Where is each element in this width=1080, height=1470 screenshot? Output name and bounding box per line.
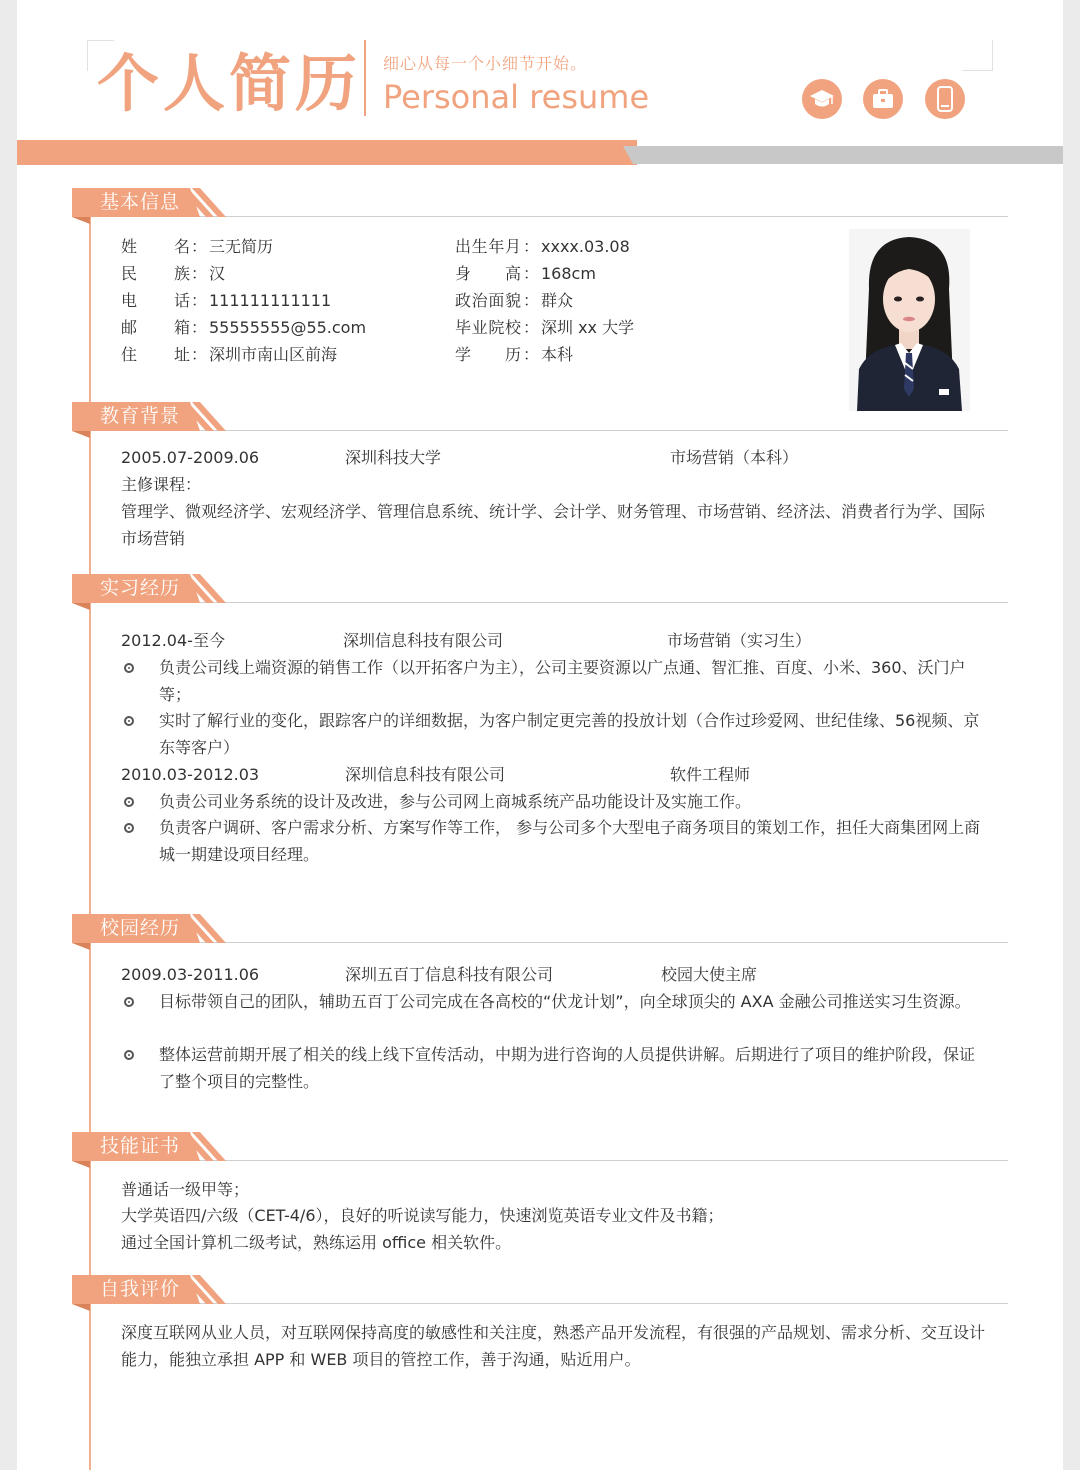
bullet-icon — [124, 797, 134, 807]
education-period: 2005.07-2009.06 — [121, 448, 260, 467]
info-separator: ： — [523, 237, 540, 256]
info-value: 深圳市南山区前海 — [209, 345, 338, 364]
info-separator: ： — [191, 318, 208, 337]
info-value: 深圳 xx 大学 — [541, 318, 635, 337]
list-item: 目标带领自己的团队，辅助五百丁公司完成在各高校的“伏龙计划”，向全球顶尖的 AXA 金融公司推送实习生资源。 — [121, 988, 989, 1015]
info-row — [121, 260, 421, 287]
section-title: 校园经历 — [100, 917, 181, 939]
header-band-gray — [623, 146, 1063, 164]
info-label: 政治面貌 — [455, 291, 521, 310]
info-row — [455, 233, 835, 260]
info-label: 学 历 — [455, 345, 521, 364]
info-row — [121, 341, 421, 368]
info-separator: ： — [191, 291, 208, 310]
skill-line: 通过全国计算机二级考试，熟练运用 office 相关软件。 — [121, 1233, 512, 1252]
info-value: 111111111111 — [209, 291, 332, 310]
campus-org: 深圳五百丁信息科技有限公司 — [345, 965, 554, 984]
info-separator: ： — [523, 318, 540, 337]
info-separator: ： — [191, 237, 208, 256]
info-row — [121, 314, 421, 341]
info-label: 住 — [121, 345, 138, 364]
info-label: 身 高 — [455, 264, 521, 283]
job-company: 深圳信息科技有限公司 — [345, 765, 506, 784]
title-divider — [364, 40, 366, 116]
info-row — [455, 341, 835, 368]
bullet-icon — [124, 1050, 134, 1060]
info-separator: ： — [523, 264, 540, 283]
skill-line: 普通话一级甲等； — [121, 1180, 250, 1199]
info-value: 三无简历 — [209, 237, 274, 256]
list-item: 负责公司线上端资源的销售工作（以开拓客户为主），公司主要资源以广点通、智汇推、百度、小米、360、沃门户等； — [121, 654, 989, 708]
campus-role: 校园大使主席 — [661, 965, 758, 984]
list-item: 负责客户调研、客户需求分析、方案写作等工作， 参与公司多个大型电子商务项目的策划工作，担任大商集团网上商城一期建设项目经理。 — [121, 814, 989, 868]
job-role: 软件工程师 — [670, 765, 751, 784]
resume-page — [17, 0, 1063, 1470]
skill-line: 大学英语四/六级（CET-4/6），良好的听说读写能力，快速浏览英语专业文件及书籍； — [121, 1206, 724, 1225]
info-label: 话 — [174, 291, 191, 310]
info-label: 名 — [174, 237, 191, 256]
self-evaluation-text: 深度互联网从业人员，对互联网保持高度的敏感性和关注度，熟悉产品开发流程，有很强的产品规划、需求分析、交互设计能力，能独立承担 APP 和 WEB 项目的管控工作，善于沟通，贴近用户。 — [121, 1323, 986, 1369]
section-title: 实习经历 — [100, 577, 181, 599]
info-row — [455, 287, 835, 314]
info-label: 址 — [174, 345, 191, 364]
info-row — [455, 260, 835, 287]
list-item: 实时了解行业的变化，跟踪客户的详细数据，为客户制定更完善的投放计划（合作过珍爱网、世纪佳缘、56视频、京东等客户） — [121, 707, 989, 761]
info-value: 168cm — [541, 264, 596, 283]
section-title: 基本信息 — [100, 191, 181, 213]
header-band-orange — [17, 140, 637, 165]
job-period: 2012.04-至今 — [121, 631, 225, 650]
education-school: 深圳科技大学 — [345, 448, 442, 467]
info-value: 群众 — [541, 291, 574, 310]
bullet-icon — [124, 823, 134, 833]
resume-subtitle: 细心从每一个小细节开始。 — [383, 54, 588, 73]
courses-label: 主修课程： — [121, 475, 202, 494]
job-company: 深圳信息科技有限公司 — [343, 631, 504, 650]
section-title: 教育背景 — [100, 405, 181, 427]
profile-photo — [849, 229, 970, 411]
resume-title-en: Personal resume — [383, 78, 650, 116]
info-label: 毕业院校 — [455, 318, 521, 337]
education-major: 市场营销（本科） — [670, 448, 799, 467]
list-item: 整体运营前期开展了相关的线上线下宣传活动，中期为进行咨询的人员提供讲解。后期进行了项目的维护阶段，保证了整个项目的完整性。 — [121, 1041, 989, 1095]
section-title: 自我评价 — [100, 1278, 181, 1300]
info-label: 出生年月 — [455, 237, 521, 256]
briefcase-icon — [863, 79, 903, 119]
info-separator: ： — [191, 264, 208, 283]
info-value: xxxx.03.08 — [541, 237, 630, 256]
info-label: 邮 — [121, 318, 138, 337]
section-title: 技能证书 — [100, 1135, 181, 1157]
resume-title-cn: 个人简历 — [97, 47, 362, 120]
bullet-icon — [124, 997, 134, 1007]
info-label: 箱 — [174, 318, 191, 337]
info-separator: ： — [191, 345, 208, 364]
courses-text: 管理学、微观经济学、宏观经济学、管理信息系统、统计学、会计学、财务管理、市场营销、经济法、消费者行为学、国际市场营销 — [121, 502, 986, 548]
info-separator: ： — [523, 291, 540, 310]
info-value: 汉 — [209, 264, 226, 283]
phone-icon — [925, 79, 965, 119]
info-label: 族 — [174, 264, 191, 283]
info-label: 姓 — [121, 237, 138, 256]
info-value: 本科 — [541, 345, 574, 364]
list-item: 负责公司业务系统的设计及改进，参与公司网上商城系统产品功能设计及实施工作。 — [121, 788, 989, 815]
info-separator: ： — [523, 345, 540, 364]
info-row — [121, 287, 421, 314]
info-label: 电 — [121, 291, 138, 310]
info-label: 民 — [121, 264, 138, 283]
corner-mark-right — [962, 40, 993, 71]
job-period: 2010.03-2012.03 — [121, 765, 260, 784]
job-role: 市场营销（实习生） — [667, 631, 812, 650]
info-row — [121, 233, 421, 260]
info-row — [455, 314, 835, 341]
bullet-icon — [124, 716, 134, 726]
info-value: 55555555@55.com — [209, 318, 367, 337]
bullet-icon — [124, 663, 134, 673]
graduation-cap-icon — [802, 79, 842, 119]
campus-period: 2009.03-2011.06 — [121, 965, 260, 984]
